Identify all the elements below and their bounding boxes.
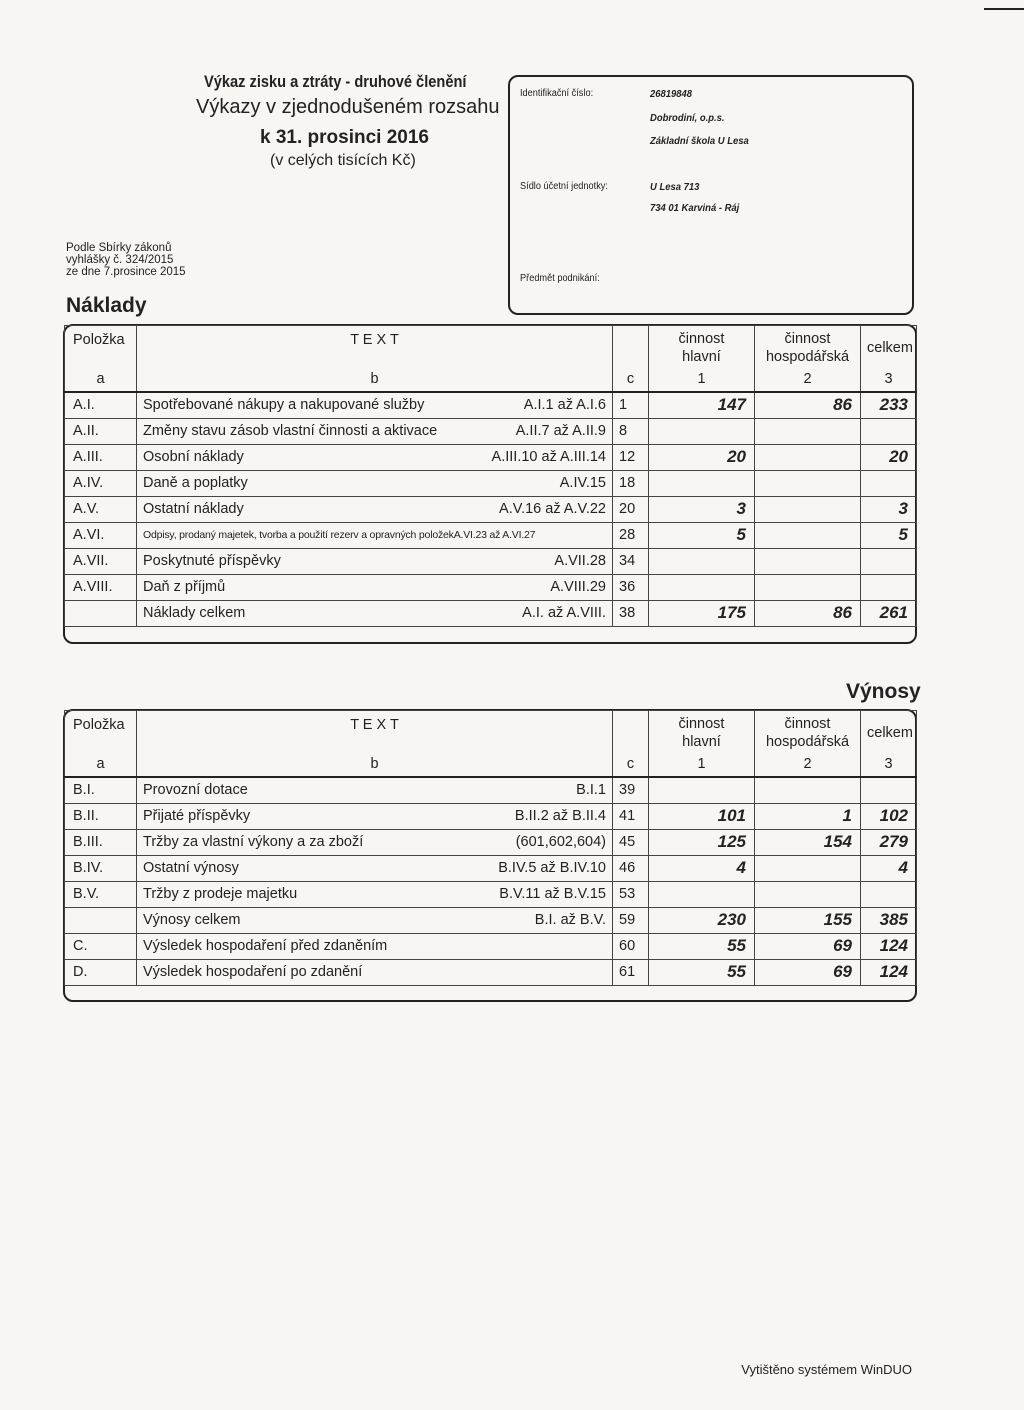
row-value-business xyxy=(755,548,861,574)
row-text-cell xyxy=(137,933,613,959)
row-polozka: B.II. xyxy=(65,803,137,829)
row-value-business: 86 xyxy=(755,392,861,418)
table-row xyxy=(65,777,917,803)
row-value-main xyxy=(649,418,755,444)
row-text-cell xyxy=(137,777,613,803)
corner-mark xyxy=(984,8,1024,10)
sub-1: 1 xyxy=(649,366,755,392)
table-row xyxy=(65,907,917,933)
row-text-cell xyxy=(137,829,613,855)
revenues-heading: Výnosy xyxy=(846,680,921,703)
row-polozka: A.I. xyxy=(65,392,137,418)
row-line-number: 20 xyxy=(613,496,649,522)
header-text: T E X T xyxy=(137,326,613,367)
row-polozka: A.VII. xyxy=(65,548,137,574)
row-ref: A.II.7 až A.II.9 xyxy=(515,423,606,439)
row-value-total: 20 xyxy=(861,444,917,470)
row-ref: B.I. až B.V. xyxy=(534,912,606,928)
row-value-business xyxy=(755,522,861,548)
row-value-total: 3 xyxy=(861,496,917,522)
sub-b: b xyxy=(137,366,613,392)
row-value-main: 20 xyxy=(649,444,755,470)
row-polozka: A.II. xyxy=(65,418,137,444)
row-line-number: 61 xyxy=(613,959,649,985)
header-col1 xyxy=(649,711,755,752)
header-col2-line: hospodářská xyxy=(765,349,850,365)
header-col2-line: činnost xyxy=(784,331,831,347)
table-row xyxy=(65,829,917,855)
table-row xyxy=(65,574,917,600)
legal-basis xyxy=(66,242,186,278)
header-col3: celkem xyxy=(861,326,917,367)
row-value-main: 55 xyxy=(649,959,755,985)
sub-c: c xyxy=(613,366,649,392)
row-value-business xyxy=(755,777,861,803)
row-value-business: 86 xyxy=(755,600,861,626)
sub-3: 3 xyxy=(861,751,917,777)
row-text-cell xyxy=(137,907,613,933)
row-ref: A.V.16 až A.V.22 xyxy=(499,501,606,517)
entity-name: Dobrodiní, o.p.s. xyxy=(650,112,725,124)
row-polozka: B.I. xyxy=(65,777,137,803)
costs-subheader-row xyxy=(65,366,917,392)
row-value-total: 5 xyxy=(861,522,917,548)
row-line-number: 12 xyxy=(613,444,649,470)
row-value-main xyxy=(649,777,755,803)
row-value-business xyxy=(755,444,861,470)
row-value-main: 101 xyxy=(649,803,755,829)
row-text-cell xyxy=(137,496,613,522)
legal-basis-line: vyhlášky č. 324/2015 xyxy=(66,254,174,266)
row-value-total: 124 xyxy=(861,959,917,985)
row-value-total: 4 xyxy=(861,855,917,881)
row-polozka: A.V. xyxy=(65,496,137,522)
row-polozka xyxy=(65,600,137,626)
row-ref: B.II.2 až B.II.4 xyxy=(514,808,606,824)
row-text: Provozní dotace xyxy=(143,782,248,799)
row-text: Spotřebované nákupy a nakupované služby xyxy=(143,397,425,414)
table-row xyxy=(65,392,917,418)
row-text-cell xyxy=(137,470,613,496)
row-text: Poskytnuté příspěvky xyxy=(143,553,281,569)
entity-info-box xyxy=(508,75,914,315)
row-text: Výsledek hospodaření po zdanění xyxy=(143,964,363,980)
revenues-header-row xyxy=(65,711,917,752)
header-col1-line: činnost xyxy=(678,716,725,732)
row-value-total: 233 xyxy=(861,392,917,418)
costs-header-row xyxy=(65,326,917,367)
row-text: Ostatní výnosy xyxy=(143,860,239,876)
row-value-main xyxy=(649,881,755,907)
row-value-total: 385 xyxy=(861,907,917,933)
sub-a: a xyxy=(65,751,137,777)
table-row xyxy=(65,470,917,496)
row-polozka: A.VIII. xyxy=(65,574,137,600)
row-text-cell xyxy=(137,392,613,418)
row-value-total xyxy=(861,548,917,574)
printed-by: Vytištěno systémem WinDUO xyxy=(741,1362,912,1377)
row-value-business xyxy=(755,470,861,496)
header-polozka: Položka xyxy=(65,711,137,752)
row-line-number: 28 xyxy=(613,522,649,548)
sub-2: 2 xyxy=(755,366,861,392)
header-c xyxy=(613,326,649,367)
row-text: Osobní náklady xyxy=(143,449,244,465)
row-value-main xyxy=(649,470,755,496)
sub-2: 2 xyxy=(755,751,861,777)
row-value-total: 124 xyxy=(861,933,917,959)
row-value-business: 154 xyxy=(755,829,861,855)
row-value-total xyxy=(861,470,917,496)
costs-heading: Náklady xyxy=(66,294,147,317)
table-row xyxy=(65,959,917,985)
row-ref: (601,602,604) xyxy=(515,834,606,850)
row-line-number: 34 xyxy=(613,548,649,574)
row-text-cell xyxy=(137,959,613,985)
header-polozka: Položka xyxy=(65,326,137,367)
row-value-main: 4 xyxy=(649,855,755,881)
row-value-business xyxy=(755,574,861,600)
row-text: Výnosy celkem xyxy=(143,912,241,928)
header-col2 xyxy=(755,711,861,752)
row-ref: A.I. až A.VIII. xyxy=(522,605,606,621)
row-value-total: 102 xyxy=(861,803,917,829)
row-line-number: 18 xyxy=(613,470,649,496)
row-value-total xyxy=(861,418,917,444)
row-text-cell xyxy=(137,803,613,829)
table-row xyxy=(65,548,917,574)
row-value-business: 69 xyxy=(755,959,861,985)
row-line-number: 45 xyxy=(613,829,649,855)
revenues-subheader-row xyxy=(65,751,917,777)
row-value-business xyxy=(755,418,861,444)
header-c xyxy=(613,711,649,752)
header-text: T E X T xyxy=(137,711,613,752)
row-text: Odpisy, prodaný majetek, tvorba a použití rezerv a opravných položekA.VI.23 až A.VI.27 xyxy=(143,529,536,541)
row-text-cell xyxy=(137,574,613,600)
id-label: Identifikační číslo: xyxy=(520,88,594,99)
header-col1-line: hlavní xyxy=(682,349,721,365)
sub-c: c xyxy=(613,751,649,777)
sub-b: b xyxy=(137,751,613,777)
row-polozka: A.III. xyxy=(65,444,137,470)
row-value-business: 1 xyxy=(755,803,861,829)
row-value-total: 279 xyxy=(861,829,917,855)
table-row xyxy=(65,496,917,522)
row-polozka: A.IV. xyxy=(65,470,137,496)
row-text-cell xyxy=(137,548,613,574)
row-text-cell xyxy=(137,522,613,548)
row-value-business xyxy=(755,496,861,522)
table-row xyxy=(65,881,917,907)
header-col1-line: hlavní xyxy=(682,734,721,750)
row-polozka: B.IV. xyxy=(65,855,137,881)
row-ref: B.I.1 xyxy=(576,782,606,799)
row-line-number: 36 xyxy=(613,574,649,600)
sub-a: a xyxy=(65,366,137,392)
row-text: Náklady celkem xyxy=(143,605,246,621)
row-polozka: D. xyxy=(65,959,137,985)
row-ref: B.IV.5 až B.IV.10 xyxy=(498,860,606,876)
row-line-number: 1 xyxy=(613,392,649,418)
row-text-cell xyxy=(137,855,613,881)
row-value-main xyxy=(649,574,755,600)
row-value-main: 147 xyxy=(649,392,755,418)
header-col2-line: činnost xyxy=(784,716,831,732)
row-ref: A.IV.15 xyxy=(559,475,606,491)
entity-name-line2: Základní škola U Lesa xyxy=(650,135,749,147)
row-value-business xyxy=(755,881,861,907)
row-text-cell xyxy=(137,444,613,470)
row-text: Ostatní náklady xyxy=(143,501,244,517)
row-value-main: 55 xyxy=(649,933,755,959)
row-ref: A.I.1 až A.I.6 xyxy=(523,397,606,414)
header-col1-line: činnost xyxy=(678,331,725,347)
costs-table xyxy=(64,325,917,627)
header-col2-line: hospodářská xyxy=(765,734,850,750)
row-line-number: 41 xyxy=(613,803,649,829)
row-value-main: 3 xyxy=(649,496,755,522)
row-value-business: 69 xyxy=(755,933,861,959)
report-units: (v celých tisících Kč) xyxy=(270,152,416,169)
revenues-table xyxy=(64,710,917,986)
table-row xyxy=(65,444,917,470)
row-value-total xyxy=(861,777,917,803)
seat-city: 734 01 Karviná - Ráj xyxy=(650,202,740,214)
row-ref: A.III.10 až A.III.14 xyxy=(491,449,606,465)
row-polozka xyxy=(65,907,137,933)
row-ref: A.VIII.29 xyxy=(550,579,606,595)
row-line-number: 39 xyxy=(613,777,649,803)
table-row xyxy=(65,933,917,959)
business-label: Předmět podnikání: xyxy=(520,273,600,284)
table-row xyxy=(65,803,917,829)
row-value-main: 230 xyxy=(649,907,755,933)
row-line-number: 46 xyxy=(613,855,649,881)
report-subtitle: Výkazy v zjednodušeném rozsahu xyxy=(196,96,500,118)
row-value-total: 261 xyxy=(861,600,917,626)
table-row xyxy=(65,418,917,444)
row-line-number: 53 xyxy=(613,881,649,907)
row-line-number: 60 xyxy=(613,933,649,959)
row-text: Změny stavu zásob vlastní činnosti a aktivace xyxy=(143,423,438,439)
header-col3: celkem xyxy=(861,711,917,752)
row-value-business: 155 xyxy=(755,907,861,933)
row-text: Tržby za vlastní výkony a za zboží xyxy=(143,834,364,850)
legal-basis-line: Podle Sbírky zákonů xyxy=(66,242,172,254)
row-polozka: C. xyxy=(65,933,137,959)
row-line-number: 8 xyxy=(613,418,649,444)
legal-basis-line: ze dne 7.prosince 2015 xyxy=(66,266,186,278)
row-text: Daně a poplatky xyxy=(143,475,248,491)
table-row xyxy=(65,522,917,548)
header-col1 xyxy=(649,326,755,367)
row-polozka: A.VI. xyxy=(65,522,137,548)
report-date: k 31. prosinci 2016 xyxy=(260,127,429,148)
row-polozka: B.III. xyxy=(65,829,137,855)
row-value-total xyxy=(861,574,917,600)
table-row xyxy=(65,600,917,626)
row-line-number: 38 xyxy=(613,600,649,626)
table-row xyxy=(65,855,917,881)
row-text: Tržby z prodeje majetku xyxy=(143,886,298,902)
seat-label: Sídlo účetní jednotky: xyxy=(520,181,608,192)
row-line-number: 59 xyxy=(613,907,649,933)
row-ref: B.V.11 až B.V.15 xyxy=(499,886,606,902)
report-title: Výkaz zisku a ztráty - druhové členění xyxy=(204,72,467,91)
row-value-main: 175 xyxy=(649,600,755,626)
sub-3: 3 xyxy=(861,366,917,392)
row-text: Přijaté příspěvky xyxy=(143,808,251,824)
seat-address: U Lesa 713 xyxy=(650,181,700,193)
row-value-total xyxy=(861,881,917,907)
row-text: Daň z příjmů xyxy=(143,579,226,595)
sub-1: 1 xyxy=(649,751,755,777)
row-value-business xyxy=(755,855,861,881)
row-text-cell xyxy=(137,600,613,626)
row-polozka: B.V. xyxy=(65,881,137,907)
row-ref: A.VII.28 xyxy=(554,553,606,569)
id-value: 26819848 xyxy=(650,88,693,100)
row-value-main: 125 xyxy=(649,829,755,855)
row-value-main xyxy=(649,548,755,574)
row-value-main: 5 xyxy=(649,522,755,548)
row-text-cell xyxy=(137,418,613,444)
header-col2 xyxy=(755,326,861,367)
row-text: Výsledek hospodaření před zdaněním xyxy=(143,938,388,954)
row-text-cell xyxy=(137,881,613,907)
